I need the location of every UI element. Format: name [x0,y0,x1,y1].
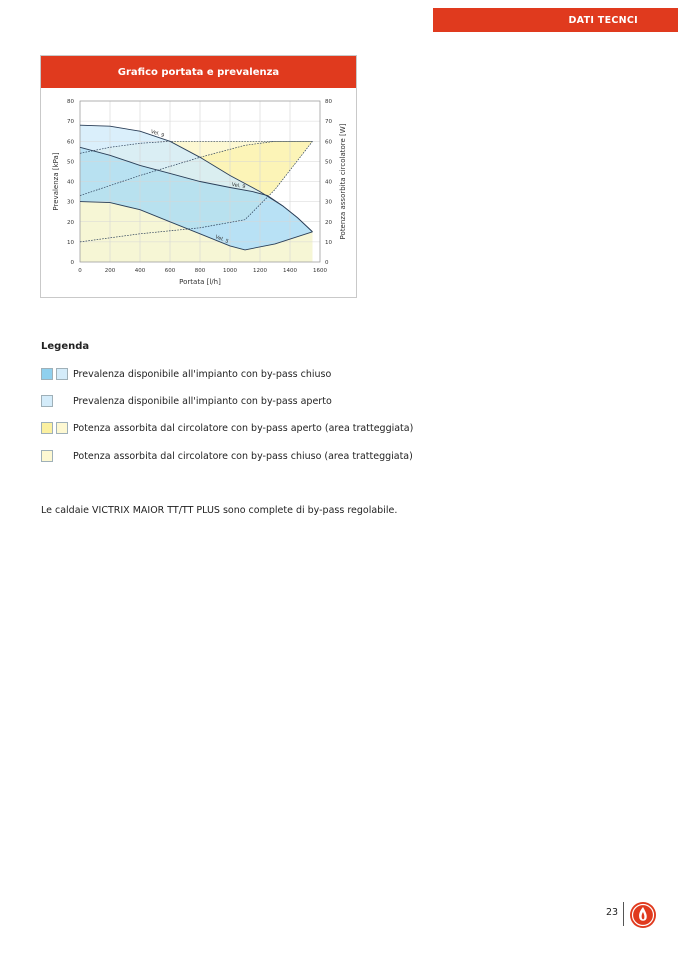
curve-label-vel9-open: Vel. 9 [231,181,246,191]
legend-item-label: Prevalenza disponibile all'impianto con by-pass aperto [73,395,332,407]
chart-panel [40,55,357,298]
legend-item-label: Potenza assorbita dal circolatore con by-pass chiuso (area tratteggiata) [73,450,413,462]
y2-axis-title: Potenza assorbita circolatore [W] [339,123,347,240]
x-tick-label: 0 [78,268,82,274]
x-tick-label: 400 [134,268,146,274]
y2-tick-label: 50 [325,159,332,166]
legend-item [41,366,331,382]
legend-swatch [41,395,53,407]
legend-title: Legenda [41,341,90,352]
x-tick-label: 1600 [313,268,327,274]
bypass-note: Le caldaie VICTRIX MAIOR TT/TT PLUS sono complete di by-pass regolabile. [41,505,398,516]
y-tick-label: 20 [67,219,74,226]
x-tick-label: 200 [104,268,116,274]
y2-tick-label: 30 [325,199,332,206]
legend-item [41,448,413,464]
y-tick-label: 60 [67,139,74,146]
y-tick-label: 80 [67,99,74,105]
section-header-bar [433,8,678,32]
y2-tick-label: 0 [325,260,329,266]
y2-tick-label: 80 [325,99,332,105]
y-tick-label: 10 [67,239,74,246]
legend-swatch [41,422,53,434]
x-tick-label: 1000 [223,268,237,274]
y-tick-label: 30 [67,199,74,206]
section-label: DATI TECNCI [568,14,638,26]
curve-label-vel9-closed: Vel. 9 [149,128,165,140]
y2-tick-label: 60 [325,139,332,146]
curve-label-vel5: Vel. 5 [214,234,230,245]
x-tick-label: 1200 [253,268,267,274]
page-number: 23 [606,907,619,918]
legend-swatch-spacer [56,450,71,462]
footer-divider [623,902,624,926]
legend-swatch-spacer [56,395,71,407]
legend-swatch [41,368,53,380]
y-tick-label: 50 [67,159,74,166]
chart-title: Grafico portata e prevalenza [117,66,280,78]
legend-item [41,393,332,409]
y-tick-label: 0 [70,260,74,266]
x-tick-label: 600 [164,268,176,274]
y2-tick-label: 40 [325,179,332,186]
legend-item-label: Prevalenza disponibile all'impianto con by-pass chiuso [73,368,332,380]
y2-tick-label: 20 [325,219,332,226]
legend-swatch [41,450,53,462]
legend-swatch [56,368,68,380]
legend-swatch [56,422,68,434]
x-axis-title: Portata [l/h] [179,278,221,286]
y2-tick-label: 70 [325,119,332,126]
chart-areas [80,125,313,262]
y-axis-title: Prevalenza [kPa] [52,152,60,211]
chart-title-bar [41,56,356,88]
x-tick-label: 800 [194,268,206,274]
y-tick-label: 40 [67,179,74,186]
flow-head-chart [41,88,356,297]
y2-tick-label: 10 [325,239,332,246]
y-tick-label: 70 [67,119,74,126]
x-tick-label: 1400 [283,268,297,274]
brand-flame-logo-icon [629,901,657,929]
legend-item-label: Potenza assorbita dal circolatore con by-pass aperto (area tratteggiata) [73,422,414,434]
legend-item [41,420,413,436]
